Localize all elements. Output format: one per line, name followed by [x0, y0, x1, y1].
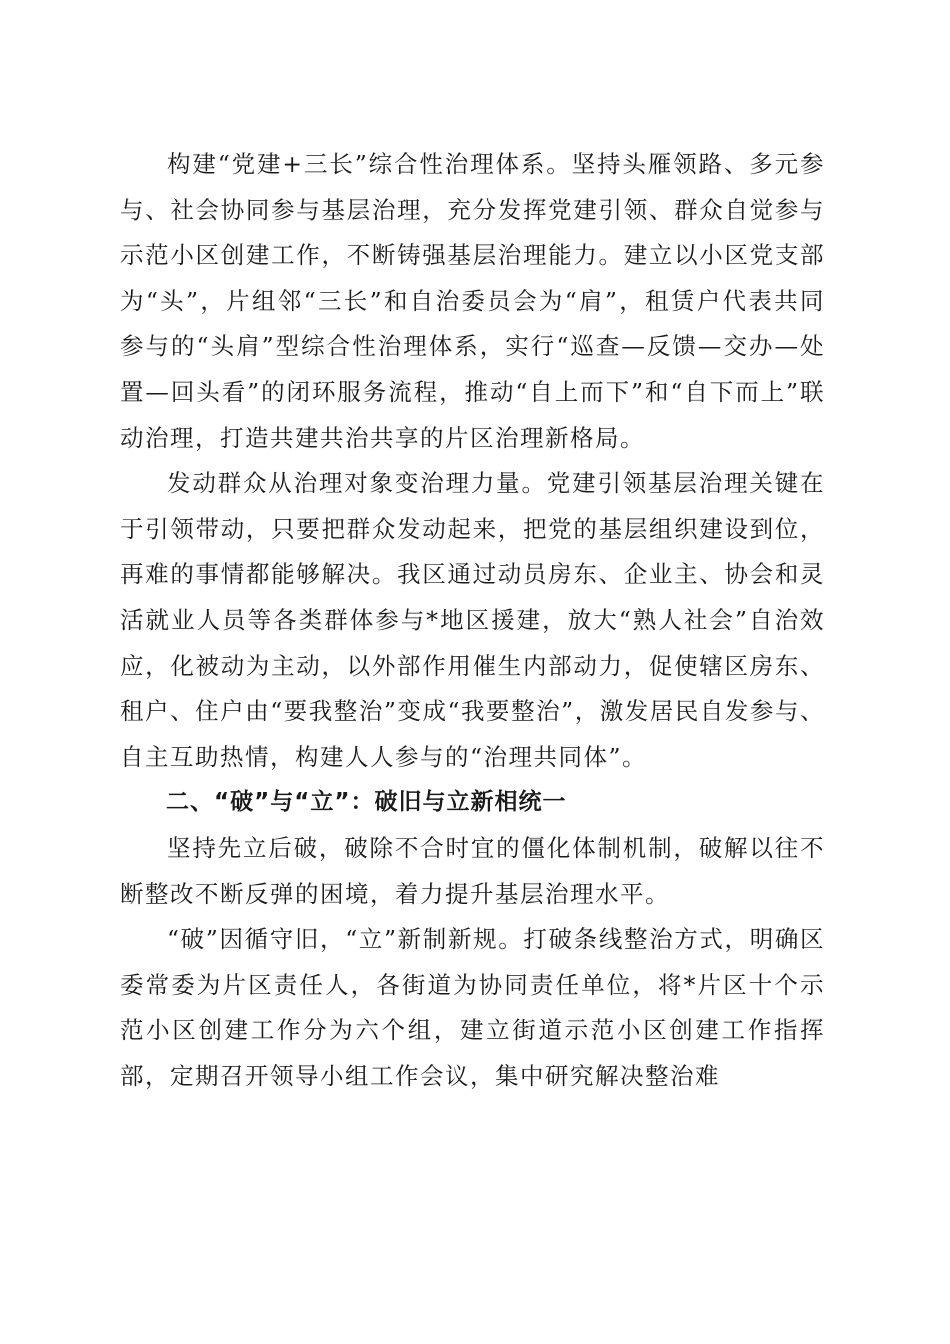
paragraph-break-old-rules: “破”因循守旧，“立”新制新规。打破条线整治方式，明确区委常委为片区责任人，各街道为协同责任单位，将*片区十个示范小区创建工作分为六个组，建立街道示范小区创建工作指挥部，定期召开领导小组工作会议，集中研究解决整治难: [120, 925, 825, 1090]
document-body: [120, 142, 825, 1099]
section-heading: 二、“破”与“立”：破旧与立新相统一: [166, 789, 567, 816]
paragraph-break-establish-intro: 坚持先立后破，破除不合时宜的僵化体制机制，破解以往不断整改不断反弹的困境，着力提升基层治理水平。: [120, 833, 825, 908]
paragraph-mobilize-masses: 发动群众从治理对象变治理力量。党建引领基层治理关键在于引领带动，只要把群众发动起来，把党的基层组织建设到位，再难的事情都能够解决。我区通过动员房东、企业主、协会和灵活就业人员等各类群体参与*地区援建，放大“熟人社会”自治效应，化被动为主动，以外部作用催生内部动力，促使辖区房东、租户、住户由“要我整治”变成“我要整治”，激发居民自发参与、自主互助热情，构建人人参与的“治理共同体”。: [120, 469, 825, 771]
paragraph-governance-system: 构建“党建+三长”综合性治理体系。坚持头雁领路、多元参与、社会协同参与基层治理，充分发挥党建引领、群众自觉参与示范小区创建工作，不断铸强基层治理能力。建立以小区党支部为“头”，片组邻“三长”和自治委员会为“肩”，租赁户代表共同参与的“头肩”型综合性治理体系，实行“巡查—反馈—交办—处置—回头看”的闭环服务流程，推动“自上而下”和“自下而上”联动治理，打造共建共治共享的片区治理新格局。: [120, 150, 825, 452]
